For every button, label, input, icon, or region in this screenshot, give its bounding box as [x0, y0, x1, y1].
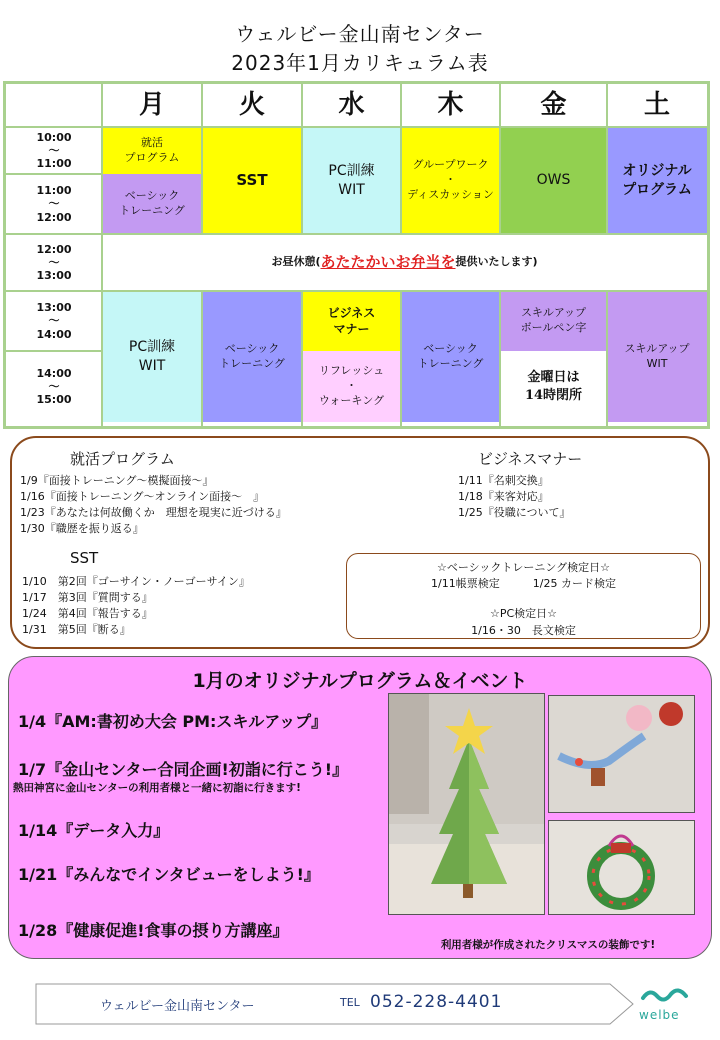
time-end: 15:00 [36, 393, 72, 407]
cell-text: 14時閉所 [524, 387, 583, 403]
wreath-icon [549, 821, 695, 915]
event-item: 1/28『健康促進!食事の摂り方講座』 [18, 921, 289, 940]
cell-text: WIT [338, 181, 365, 198]
footer-tel-label: TEL [340, 996, 360, 1009]
time-start: 10:00 [36, 130, 72, 144]
time-slot [6, 234, 102, 291]
lunch-break [102, 234, 707, 291]
shukatsu-item: 1/30『職歴を振り返る』 [20, 522, 144, 535]
shukatsu-item: 1/23『あなたは何故働くか 理想を現実に近づける』 [20, 506, 287, 519]
cell-text: 金曜日は [527, 369, 580, 385]
time-sep: ～ [48, 314, 60, 328]
cell-text: オリジナル [622, 162, 692, 179]
cell-sat-skillup [607, 291, 707, 422]
cell-text: ビジネス [327, 305, 376, 320]
wreath-photo [548, 820, 695, 915]
manner-item: 1/18『来客対応』 [458, 490, 549, 503]
cell-text: 就活 [141, 135, 163, 149]
manner-heading: ビジネスマナー [478, 450, 583, 468]
cell-text: スキルアップ [624, 341, 690, 355]
event-note: 熱田神宮に金山センターの利用者様と一緒に初詣に行きます! [13, 782, 301, 794]
sst-item: 1/31 第5回『断る』 [22, 623, 131, 636]
time-sep: ～ [48, 143, 60, 157]
time-sep: ～ [48, 197, 60, 211]
time-end: 13:00 [36, 269, 72, 283]
cell-text: トレーニング [119, 204, 185, 217]
manner-item: 1/11『名刺交換』 [458, 474, 549, 487]
time-end: 14:00 [36, 327, 72, 341]
cell-text: WIT [138, 357, 166, 374]
day-tue: 火 [238, 89, 265, 120]
pc-test-dates: 1/16・30 長文検定 [471, 624, 576, 637]
manner-item: 1/25『役職について』 [458, 506, 571, 519]
lunch-highlight: あたたかいお弁当を [320, 253, 456, 272]
shukatsu-heading: 就活プログラム [70, 450, 175, 468]
day-thu: 木 [437, 89, 464, 120]
grid-line [6, 233, 707, 235]
cell-thu-group [401, 127, 500, 234]
time-sep: ～ [48, 379, 60, 393]
pc-test-heading: ☆PC検定日☆ [489, 607, 558, 620]
cell-text: ボールペン字 [520, 321, 587, 334]
sst-item: 1/17 第3回『質問する』 [22, 591, 153, 604]
time-start: 12:00 [36, 242, 72, 256]
day-mon: 月 [138, 89, 165, 120]
time-slot [6, 174, 102, 234]
time-end: 12:00 [36, 210, 72, 224]
cell-wed-pc [302, 127, 401, 234]
time-start: 11:00 [36, 184, 72, 198]
shukatsu-item: 1/16『面接トレーニング～オンライン面接～ 』 [20, 490, 265, 503]
photo-caption: 利用者様が作成されたクリスマスの装飾です! [440, 939, 656, 951]
cell-text: スキルアップ [520, 306, 587, 320]
cell-text: トレーニング [219, 356, 285, 370]
cell-thu-basic [401, 291, 500, 422]
cell-text: トレーニング [417, 356, 484, 370]
cell-text: ・ [445, 173, 456, 187]
grid-line [499, 84, 501, 234]
cell-text: グループワーク [412, 158, 489, 172]
cell-mon-pc [102, 291, 202, 422]
event-item: 1/4『AM:書初め大会 PM:スキルアップ』 [18, 712, 328, 731]
cell-fri-skillup [500, 291, 607, 351]
grid-line [6, 173, 102, 175]
grid-line [400, 84, 402, 234]
cell-text: ベーシック [124, 189, 180, 203]
cell-text: プログラム [124, 150, 180, 164]
time-sep: ～ [48, 255, 60, 269]
time-start: 14:00 [36, 366, 72, 380]
event-item: 1/14『データ入力』 [18, 821, 170, 840]
christmas-tree-photo [388, 693, 545, 915]
grid-line [6, 126, 707, 128]
grid-line [606, 84, 608, 234]
basic-test-heading: ☆ベーシックトレーニング検定日☆ [436, 561, 611, 574]
sst-item: 1/24 第4回『報告する』 [22, 607, 153, 620]
grid-line [301, 290, 303, 426]
cell-text: プログラム [622, 181, 692, 198]
cell-text: ベーシック [224, 341, 280, 355]
day-wed: 水 [338, 89, 365, 120]
cell-fri-ows: OWS [500, 127, 607, 234]
footer-center-name: ウェルビー金山南センター [100, 999, 255, 1014]
grid-line [301, 84, 303, 234]
cell-tue-sst: SST [202, 127, 302, 234]
time-slot [6, 291, 102, 351]
welbe-logo-icon [640, 986, 690, 1006]
garland-icon [549, 696, 695, 813]
cell-fri-closing [500, 351, 607, 422]
grid-line [201, 84, 203, 234]
cell-text: ・ [346, 379, 357, 393]
lunch-text: お昼休憩( [271, 255, 321, 269]
cell-text: ベーシック [423, 341, 478, 355]
garland-photo [548, 695, 695, 813]
cell-text: WIT [646, 356, 668, 370]
timetable [3, 81, 710, 429]
cell-mon-basic [102, 174, 202, 234]
grid-line [101, 84, 103, 426]
day-sat: 土 [643, 89, 670, 120]
lunch-text: 提供いたします) [455, 255, 538, 269]
cell-text: PC訓練 [128, 338, 176, 355]
welbe-logo-text: welbe [639, 1008, 680, 1022]
cell-text: リフレッシュ [318, 364, 385, 378]
day-fri: 金 [540, 89, 567, 120]
cell-text: マナー [333, 322, 370, 336]
grid-line [606, 290, 608, 426]
event-item: 1/21『みんなでインタビューをしよう!』 [18, 865, 320, 884]
event-item: 1/7『金山センター合同企画!初詣に行こう!』 [18, 760, 349, 779]
cell-mon-shukatsu [102, 127, 202, 174]
center-title: ウェルビー金山南センター [235, 22, 485, 46]
cell-wed-refresh [302, 351, 401, 422]
christmas-tree-icon [389, 694, 545, 915]
time-start: 13:00 [36, 301, 72, 315]
time-end: 11:00 [36, 157, 72, 171]
sst-heading: SST [70, 549, 99, 567]
grid-line [499, 290, 501, 426]
sst-item: 1/10 第2回『ゴーサイン・ノーゴーサイン』 [22, 575, 250, 588]
cell-text: ディスカッション [407, 187, 494, 201]
grid-line [6, 350, 102, 352]
time-slot [6, 127, 102, 174]
grid-line [400, 290, 402, 426]
grid-line [6, 290, 707, 292]
cell-wed-manner [302, 291, 401, 351]
cell-tue-basic [202, 291, 302, 422]
events-heading: 1月のオリジナルプログラム＆イベント [192, 670, 528, 692]
time-slot [6, 351, 102, 422]
grid-line [201, 290, 203, 426]
basic-test-dates: 1/11帳票検定 1/25 カード検定 [431, 577, 616, 590]
cell-text: ウォーキング [318, 393, 385, 407]
shukatsu-item: 1/9『面接トレーニング～模擬面接～』 [20, 474, 214, 487]
curriculum-title: 2023年1月カリキュラム表 [231, 51, 489, 75]
cell-text: PC訓練 [328, 162, 375, 179]
footer-tel-number: 052-228-4401 [370, 992, 503, 1012]
cell-sat-original [607, 127, 707, 234]
